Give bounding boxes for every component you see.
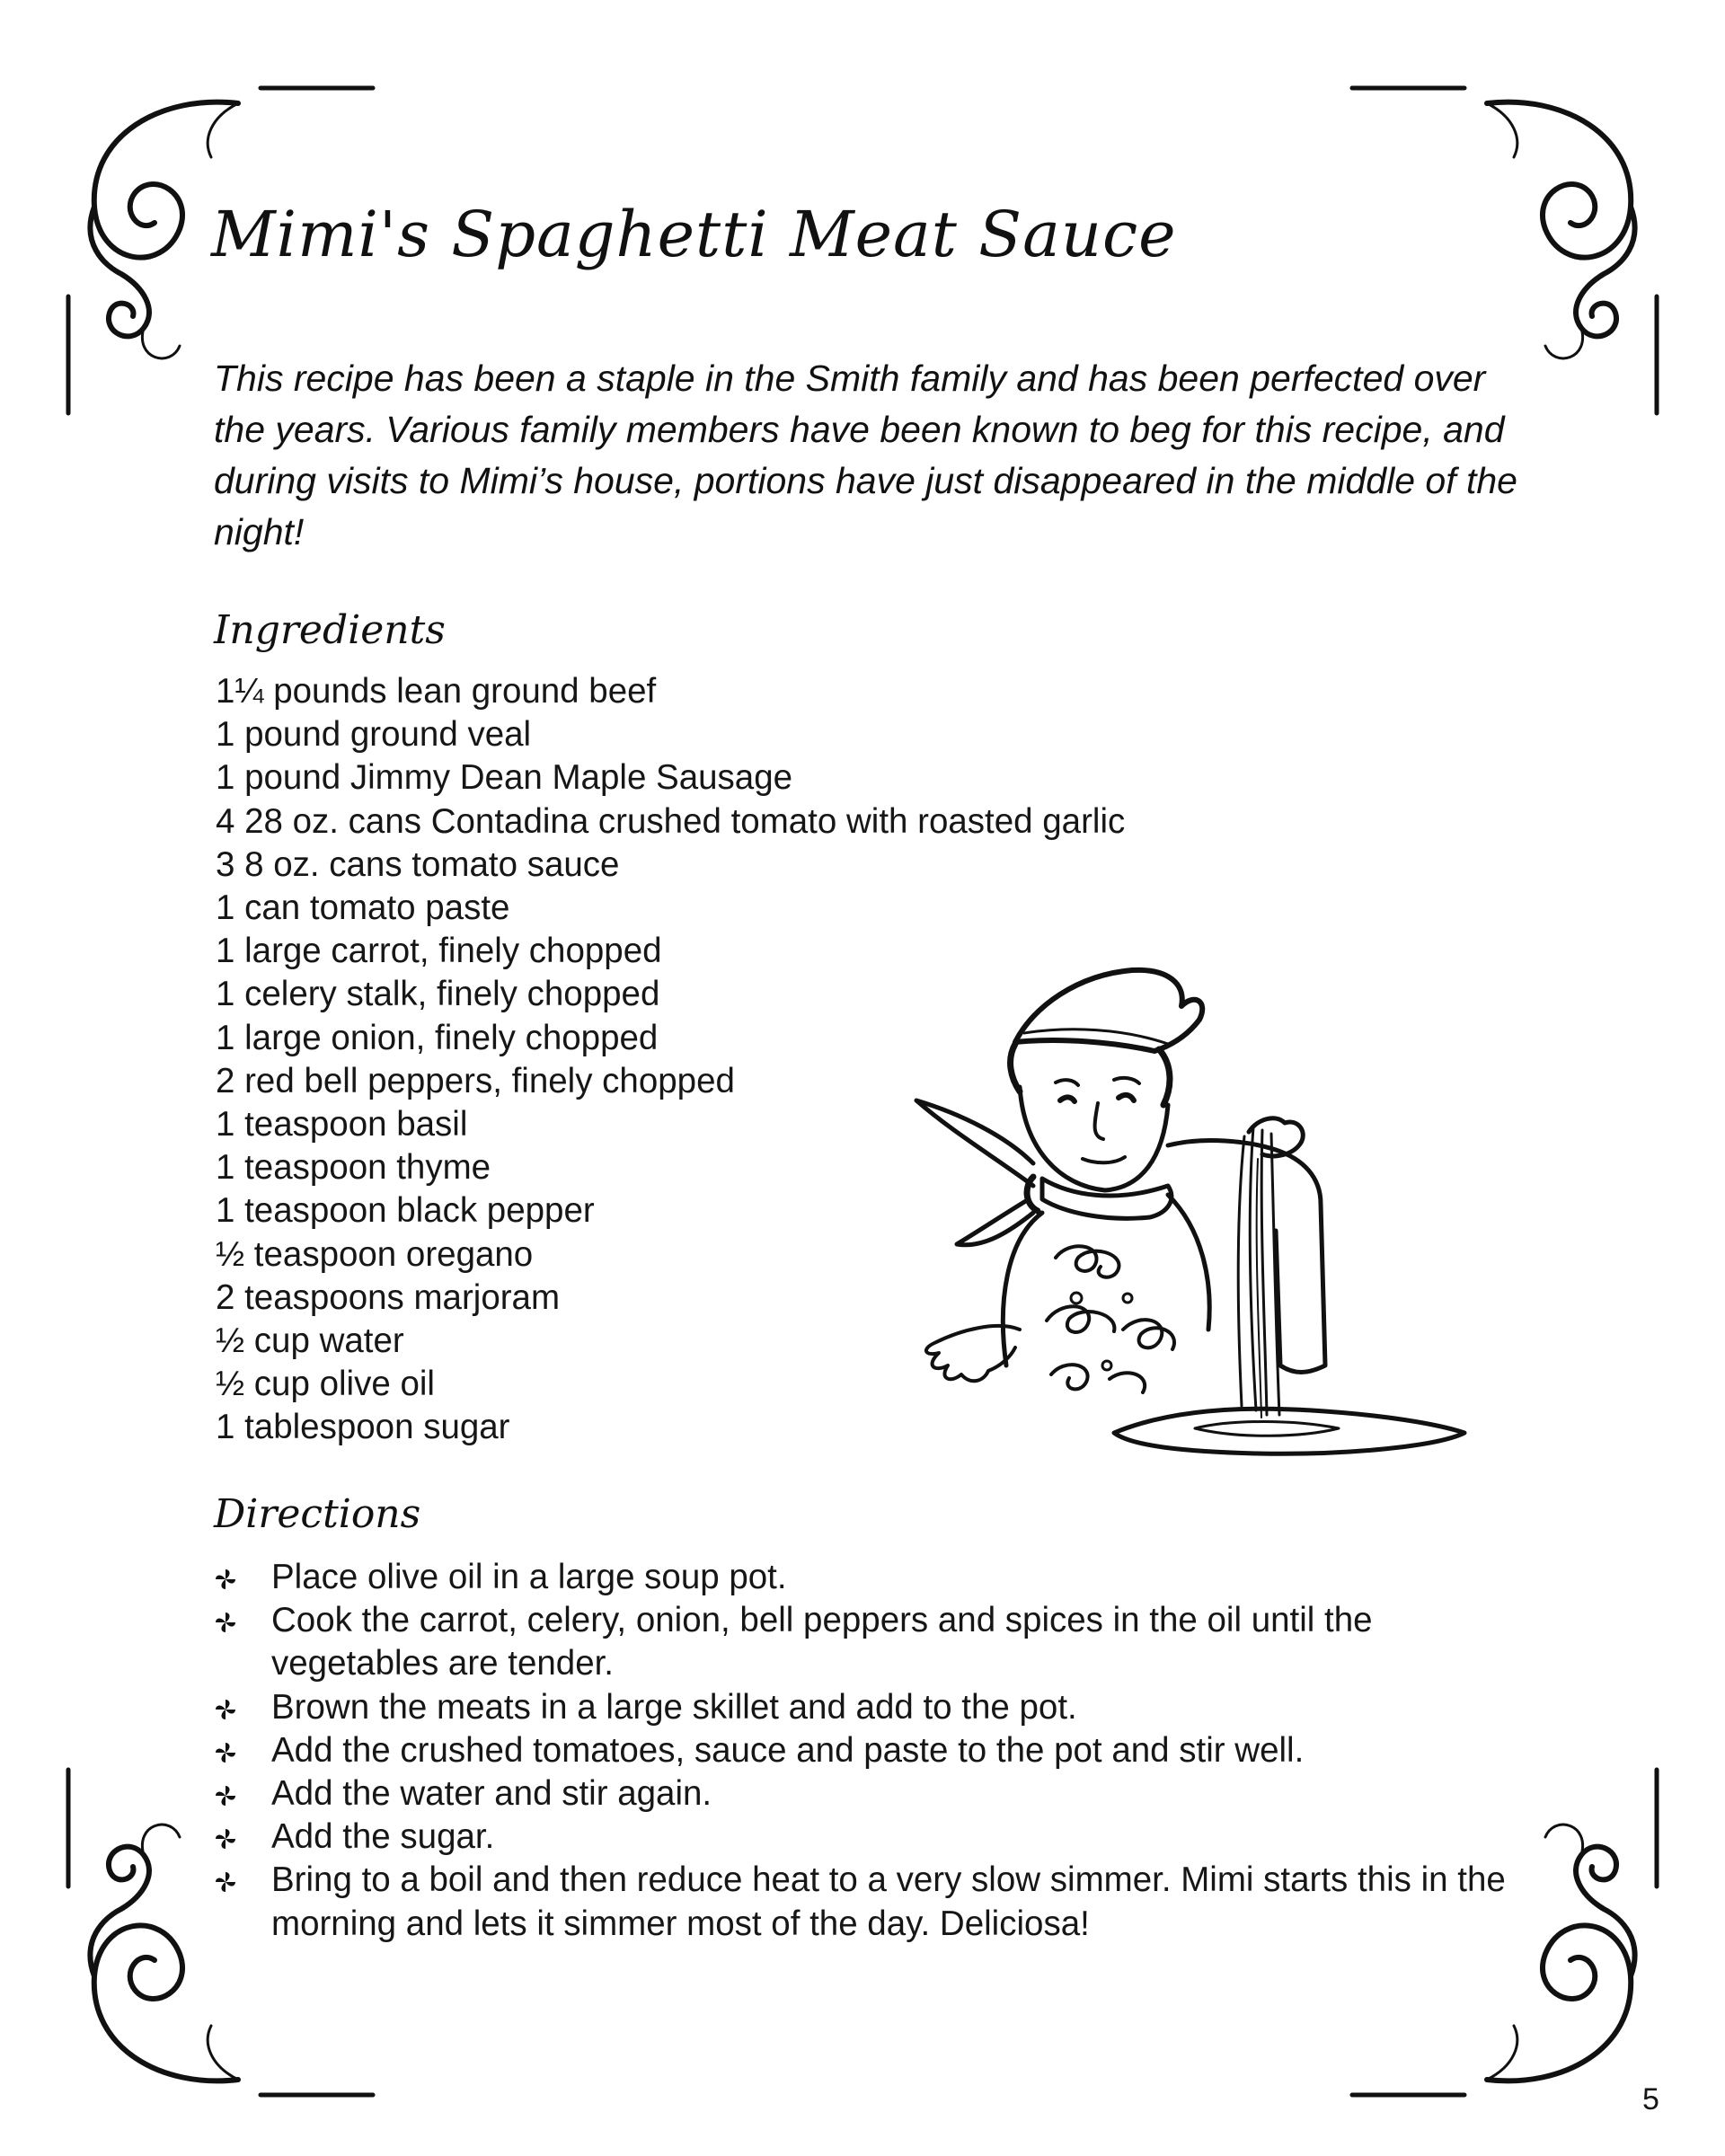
ingredient-item: 1¼ pounds lean ground beef (216, 672, 657, 711)
direction-step-text: Brown the meats in a large skillet and add to the pot. (271, 1687, 1077, 1727)
direction-step-text: Cook the carrot, celery, onion, bell peppers and spices in the oil until the vegetables are tender. (271, 1601, 1373, 1683)
pinwheel-bullet-icon (214, 1827, 237, 1851)
pinwheel-bullet-icon (214, 1741, 237, 1764)
ingredient-item: 1 teaspoon black pepper (216, 1191, 595, 1231)
direction-step-text: Bring to a boil and then reduce heat to a very slow simmer. Mimi starts this in the morning and lets it simmer most of the day. Deliciosa! (271, 1860, 1506, 1943)
ingredient-item: 1 pound ground veal (216, 715, 532, 755)
ingredients-heading: Ingredients (214, 607, 446, 653)
direction-step-text: Add the sugar. (271, 1817, 495, 1857)
direction-step (214, 1556, 1508, 1599)
direction-step (214, 1859, 1508, 1945)
ingredient-item: 2 red bell peppers, finely chopped (216, 1061, 735, 1100)
page-number: 5 (1642, 2082, 1659, 2116)
direction-step (214, 1599, 1508, 1685)
pinwheel-bullet-icon (214, 1698, 237, 1721)
pinwheel-bullet-icon (214, 1611, 237, 1634)
direction-step-text: Add the crushed tomatoes, sauce and paste to the pot and stir well. (271, 1730, 1305, 1770)
ingredient-item: ½ teaspoon oregano (216, 1234, 534, 1274)
direction-step (214, 1816, 1508, 1859)
ingredient-item: 1 teaspoon thyme (216, 1148, 491, 1188)
intro-paragraph: This recipe has been a staple in the Smith family and has been perfected over the years. Various family members have been known to beg for this recipe, and during visits to Mimi’s house, portions have just disappeared in the middle of the night! (214, 358, 1517, 552)
ingredient-item: 1 large carrot, finely chopped (216, 932, 662, 971)
ingredient-item: 2 teaspoons marjoram (216, 1277, 561, 1317)
directions-list (214, 1556, 1508, 1946)
page-title: Mimi's Spaghetti Meat Sauce (211, 198, 1177, 271)
direction-step (214, 1686, 1508, 1729)
ingredient-item: 1 celery stalk, finely chopped (216, 975, 660, 1014)
ingredient-item: 3 8 oz. cans tomato sauce (216, 844, 620, 884)
chef-spaghetti-illustration (898, 943, 1473, 1482)
ingredient-item: 1 pound Jimmy Dean Maple Sausage (216, 758, 793, 798)
direction-step (214, 1772, 1508, 1816)
ingredient-item: 1 teaspoon basil (216, 1105, 468, 1144)
pinwheel-bullet-icon (214, 1784, 237, 1807)
ingredient-item: 1 tablespoon sugar (216, 1408, 510, 1447)
ingredient-item: 4 28 oz. cans Contadina crushed tomato with roasted garlic (216, 801, 1126, 841)
direction-step-text: Add the water and stir again. (271, 1774, 712, 1814)
directions-heading: Directions (214, 1491, 421, 1537)
direction-step-text: Place olive oil in a large soup pot. (271, 1558, 787, 1596)
pinwheel-bullet-icon (214, 1870, 237, 1894)
direction-step (214, 1729, 1508, 1772)
ingredient-item: 1 can tomato paste (216, 888, 510, 928)
pinwheel-bullet-icon (214, 1568, 237, 1591)
ingredient-item: ½ cup olive oil (216, 1365, 435, 1404)
ingredient-item: ½ cup water (216, 1321, 404, 1361)
ingredient-item: 1 large onion, finely chopped (216, 1018, 659, 1057)
